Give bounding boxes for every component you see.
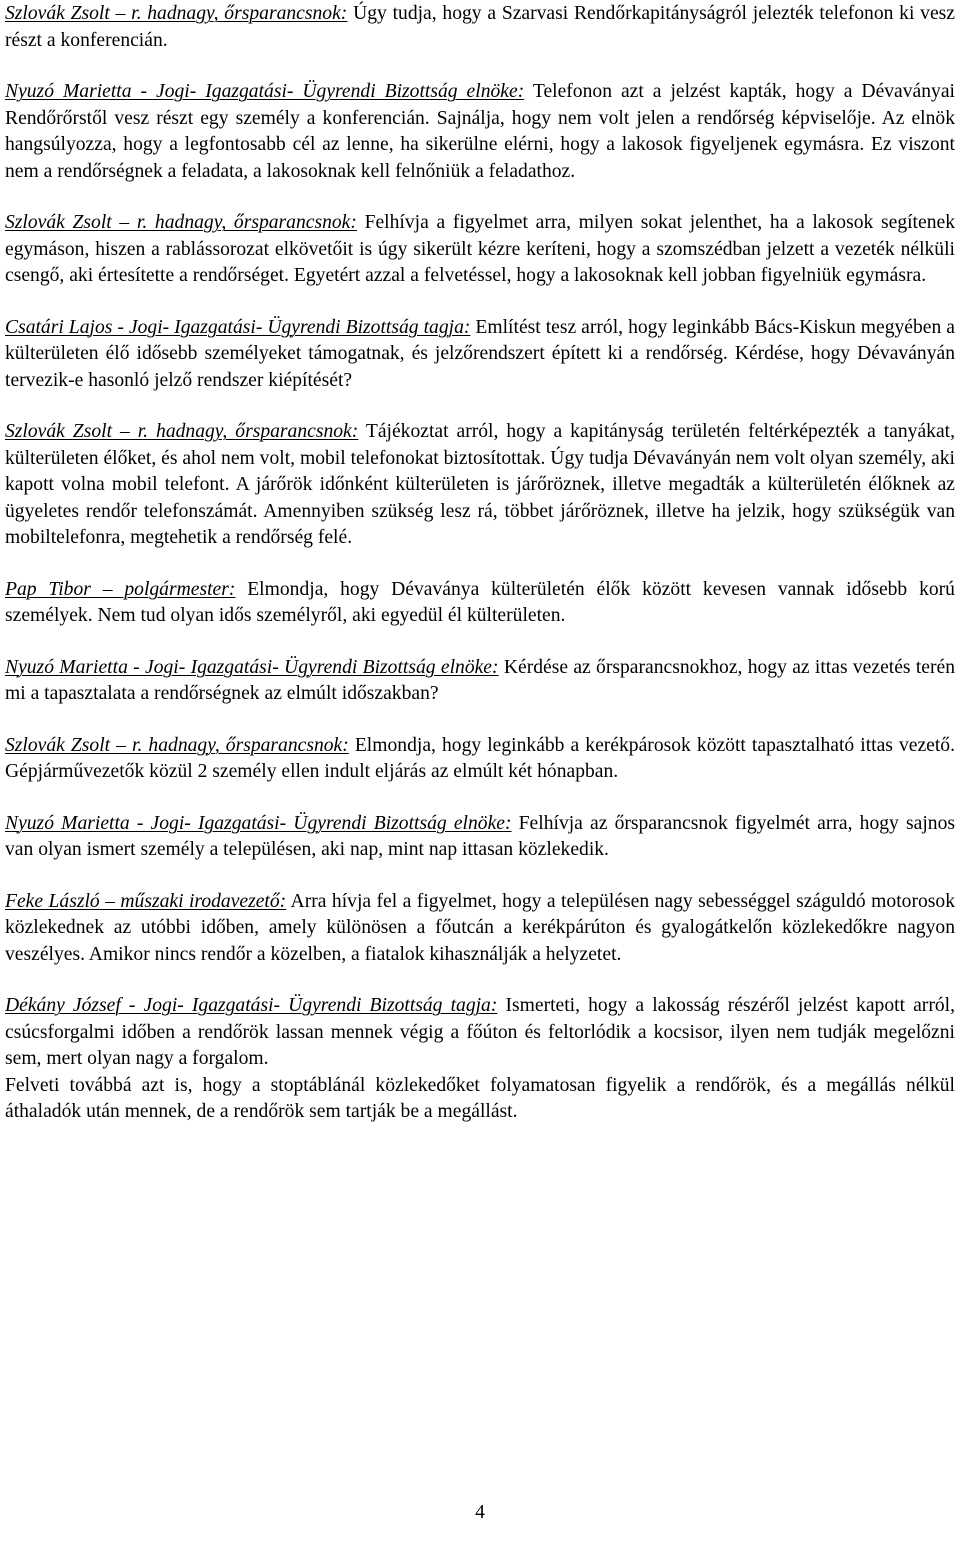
page-number: 4: [475, 1502, 485, 1523]
paragraph-text: Kérdése az őrsparancsnokhoz, hogy az ittas vezetés terén mi a tapasztalata a rendőrségnek az elmúlt időszakban?: [5, 656, 955, 704]
speaker-label: Nyuzó Marietta - Jogi- Igazgatási- Ügyrendi Bizottság elnöke:: [5, 81, 525, 102]
speaker-label: Nyuzó Marietta - Jogi- Igazgatási- Ügyrendi Bizottság elnöke:: [5, 656, 499, 678]
paragraph-szlovak-2: [5, 210, 955, 290]
speaker-label: Nyuzó Marietta - Jogi- Igazgatási- Ügyrendi Bizottság elnöke:: [5, 812, 512, 834]
speaker-label: Szlovák Zsolt – r. hadnagy, őrsparancsnok:: [5, 734, 349, 756]
paragraph-text: Elmondja, hogy leginkább a kerékpárosok között tapasztalható ittas vezető. Gépjárművezetők közül 2 személy ellen indult eljárás az elmúlt két hónapban.: [5, 734, 955, 782]
paragraph-nyuzo-1: [5, 79, 955, 185]
paragraph-text: Említést tesz arról, hogy leginkább Bács-Kiskun megyében a külterületen élő idősebb személyeket támogatnak, és jelzőrendszert épített ki a rendőrség. Kérdése, hogy Dévaványán tervezik-e hasonló jelző rendszer kiépítését?: [5, 316, 955, 391]
paragraph-dekany-continued: Felveti továbbá azt is, hogy a stoptáblánál közlekedőket folyamatosan figyelik a rendőrök, és a megállás nélkül áthaladók után mennek, de a rendőrök sem tartják be a megállást.: [5, 1074, 955, 1122]
speaker-label: Szlovák Zsolt – r. hadnagy, őrsparancsnok:: [5, 421, 359, 442]
paragraph-text: Elmondja, hogy Dévaványa külterületén élők között kevesen vannak idősebb korú személyek. Nem tud olyan idős személyről, aki egyedül él külterületen.: [5, 578, 955, 626]
paragraph-dekany: [5, 993, 955, 1073]
speaker-label: Szlovák Zsolt – r. hadnagy, őrsparancsnok:: [5, 212, 357, 233]
paragraph-text: Felhívja az őrsparancsnok figyelmét arra, hogy sajnos van olyan ismert személy a településen, aki nap, mint nap ittasan közlekedik.: [5, 812, 955, 860]
paragraph-szlovak-1: [5, 1, 955, 54]
speaker-label: Feke László – műszaki irodavezető:: [5, 890, 287, 912]
paragraph-text: Ismerteti, hogy a lakosság részéről jelzést kapott arról, csúcsforgalmi időben a rendőrök lassan mennek végig a főúton és feltorlódik a kocsisor, ilyen nem tudják megelőzni sem, mert olyan nagy a forgalom.: [5, 995, 955, 1069]
paragraph-feke: [5, 889, 955, 969]
speaker-label: Dékány József - Jogi- Igazgatási- Ügyrendi Bizottság tagja:: [5, 995, 498, 1016]
paragraph-nyuzo-2: [5, 655, 955, 708]
paragraph-text: Telefonon azt a jelzést kapták, hogy a Dévaványai Rendőrőrstől vesz részt egy személy a konferencián. Sajnálja, hogy nem volt jelen a rendőrség képviselője. Az elnök hangsúlyozza, hogy a legfontosabb cél az lenne, ha sikerülne elérni, hogy a lakosok figyeljenek egymásra. Ez viszont nem a rendőrségnek a feladata, a lakosoknak kell felnőniük a feladathoz.: [5, 81, 955, 182]
paragraph-csatari: [5, 315, 955, 395]
minutes-body: [5, 1, 955, 1151]
paragraph-text: Tájékoztat arról, hogy a kapitányság területén feltérképezték a tanyákat, külterületen élőket, és ahol nem volt, mobil telefonokat biztosítottak. Úgy tudja Dévaványán nem volt olyan személy, aki kapott volna mobil telefont. A járőrök időnként külterületen is járőröznek, illetve megadták a külterületén élőknek az ügyeletes rendőr telefonszámát. Amennyiben szükség lesz rá, többet járőröznek, illetve ha jelzik, hogy szükségük van mobiltelefonra, megtehetik a rendőrség felé.: [5, 421, 955, 548]
paragraph-pap: [5, 577, 955, 630]
paragraph-text: Úgy tudja, hogy a Szarvasi Rendőrkapitányságról jelezték telefonon ki vesz részt a konferencián.: [5, 3, 955, 51]
paragraph-nyuzo-3: [5, 811, 955, 864]
paragraph-text: Felhívja a figyelmet arra, milyen sokat jelenthet, ha a lakosok segítenek egymáson, hiszen a rablássorozat elkövetőit is úgy sikerült kézre keríteni, hogy a szomszédban jelzett a vezeték nélküli csengő, aki értesítette a rendőrséget. Egyetért azzal a felvetéssel, hogy a lakosoknak kell jobban figyelniük egymásra.: [5, 212, 955, 286]
speaker-label: Pap Tibor – polgármester:: [5, 578, 236, 600]
speaker-label: Csatári Lajos - Jogi- Igazgatási- Ügyrendi Bizottság tagja:: [5, 316, 471, 338]
speaker-label: Szlovák Zsolt – r. hadnagy, őrsparancsnok:: [5, 3, 348, 24]
paragraph-szlovak-4: [5, 733, 955, 786]
paragraph-text: Arra hívja fel a figyelmet, hogy a településen nagy sebességgel száguldó motorosok közlekednek az utóbbi időben, amely különösen a főutcán a kerékpárúton és gyalogátkelőn közlekedőkre nagyon veszélyes. Amikor nincs rendőr a közelben, a fiatalok kihasználják a helyzetet.: [5, 890, 955, 965]
paragraph-szlovak-3: [5, 419, 955, 552]
